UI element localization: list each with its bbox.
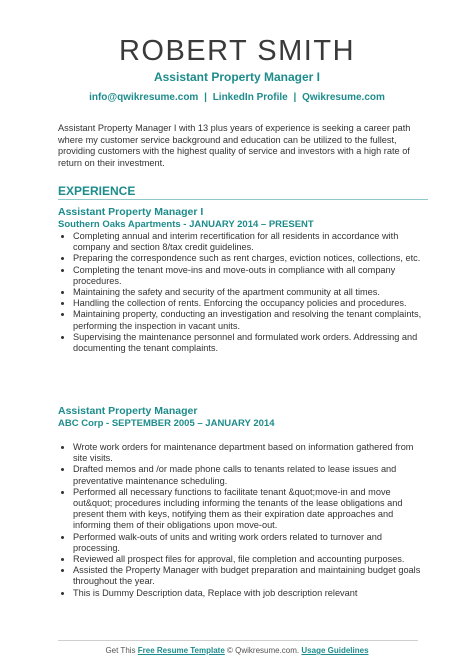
job-bullets [58, 231, 430, 354]
summary-paragraph: Assistant Property Manager I with 13 plus years of experience is seeking a career path where my customer service background and education can be utilized to the fullest, providing customers with the highest quality of service and investors with a high rate of return on their investment. [58, 123, 411, 168]
list-item: • Wrote work orders for maintenance department based on information gathered from site visits. [73, 442, 430, 464]
list-item: • Reviewed all prospect files for approval, file completion and accounting purposes. [73, 554, 430, 565]
candidate-title: Assistant Property Manager I [153, 70, 321, 84]
job-bullets [58, 442, 430, 599]
website-link[interactable]: Qwikresume.com [302, 92, 385, 103]
footer-copyright: © Qwikresume.com. [227, 646, 300, 655]
list-item: • This is Dummy Description data, Replace with job description relevant [73, 588, 430, 599]
contact-separator: | [204, 92, 207, 103]
experience-heading: EXPERIENCE [58, 184, 136, 198]
contact-separator: | [293, 92, 297, 103]
list-item: • Performed all necessary functions to facilitate tenant &quot;move-in and move out&quot; procedures including informing the tenants of the lease obligations and present them with keys, notifying them as their expiration date approaches and informing them of their obligations upon move-out. [73, 487, 430, 532]
job-title: Assistant Property Manager I [58, 206, 204, 218]
free-template-link[interactable]: Free Resume Template [137, 646, 225, 655]
job-company: ABC Corp [58, 418, 104, 429]
list-item: • Handling the collection of rents. Enforcing the occupancy policies and procedures. [73, 298, 430, 309]
contact-line [0, 92, 474, 103]
list-item: • Supervising the maintenance personnel and formulated work orders. Addressing and documenting the tenant complaints. [73, 332, 430, 354]
email-link[interactable]: info@qwikresume.com [89, 92, 199, 103]
job-meta: ABC Corp - SEPTEMBER 2005 – JANUARY 2014 [58, 418, 275, 429]
list-item: • Preparing the correspondence such as rent charges, eviction notices, collections, etc. [73, 253, 430, 264]
linkedin-link[interactable]: LinkedIn Profile [212, 92, 288, 103]
job-meta: Southern Oaks Apartments - JANUARY 2014 – PRESENT [58, 219, 314, 230]
job-title: Assistant Property Manager [58, 405, 198, 417]
footer-prefix: Get This [105, 646, 136, 655]
list-item: • Performed walk-outs of units and writing work orders related to turnover and processing. [73, 532, 430, 554]
footer [0, 646, 474, 655]
job-entry [58, 405, 430, 599]
usage-guidelines-link[interactable]: Usage Guidelines [301, 646, 369, 655]
job-dates: JANUARY 2014 – PRESENT [189, 219, 314, 230]
list-item: • Completing annual and interim recertification for all residents in accordance with company and section 8/tax credit guidelines. [73, 231, 430, 253]
footer-divider [58, 640, 418, 641]
list-item: • Assisted the Property Manager with budget preparation and maintaining budget goals throughout the year. [73, 565, 430, 587]
list-item: • Drafted memos and /or made phone calls to tenants related to lease issues and preventative maintenance scheduling. [73, 464, 430, 486]
section-divider [58, 199, 428, 200]
candidate-name: ROBERT SMITH [118, 35, 356, 67]
list-item: • Maintaining the safety and security of the apartment community at all times. [73, 287, 430, 298]
list-item: • Maintaining property, conducting an investigation and resolving the tenant complaints, performing the inspection in vacant units. [73, 309, 430, 331]
job-entry [58, 206, 430, 354]
list-item: • Completing the tenant move-ins and move-outs in compliance with all company procedures. [73, 265, 430, 287]
job-company: Southern Oaks Apartments [58, 219, 181, 230]
job-dates: SEPTEMBER 2005 – JANUARY 2014 [111, 418, 275, 429]
